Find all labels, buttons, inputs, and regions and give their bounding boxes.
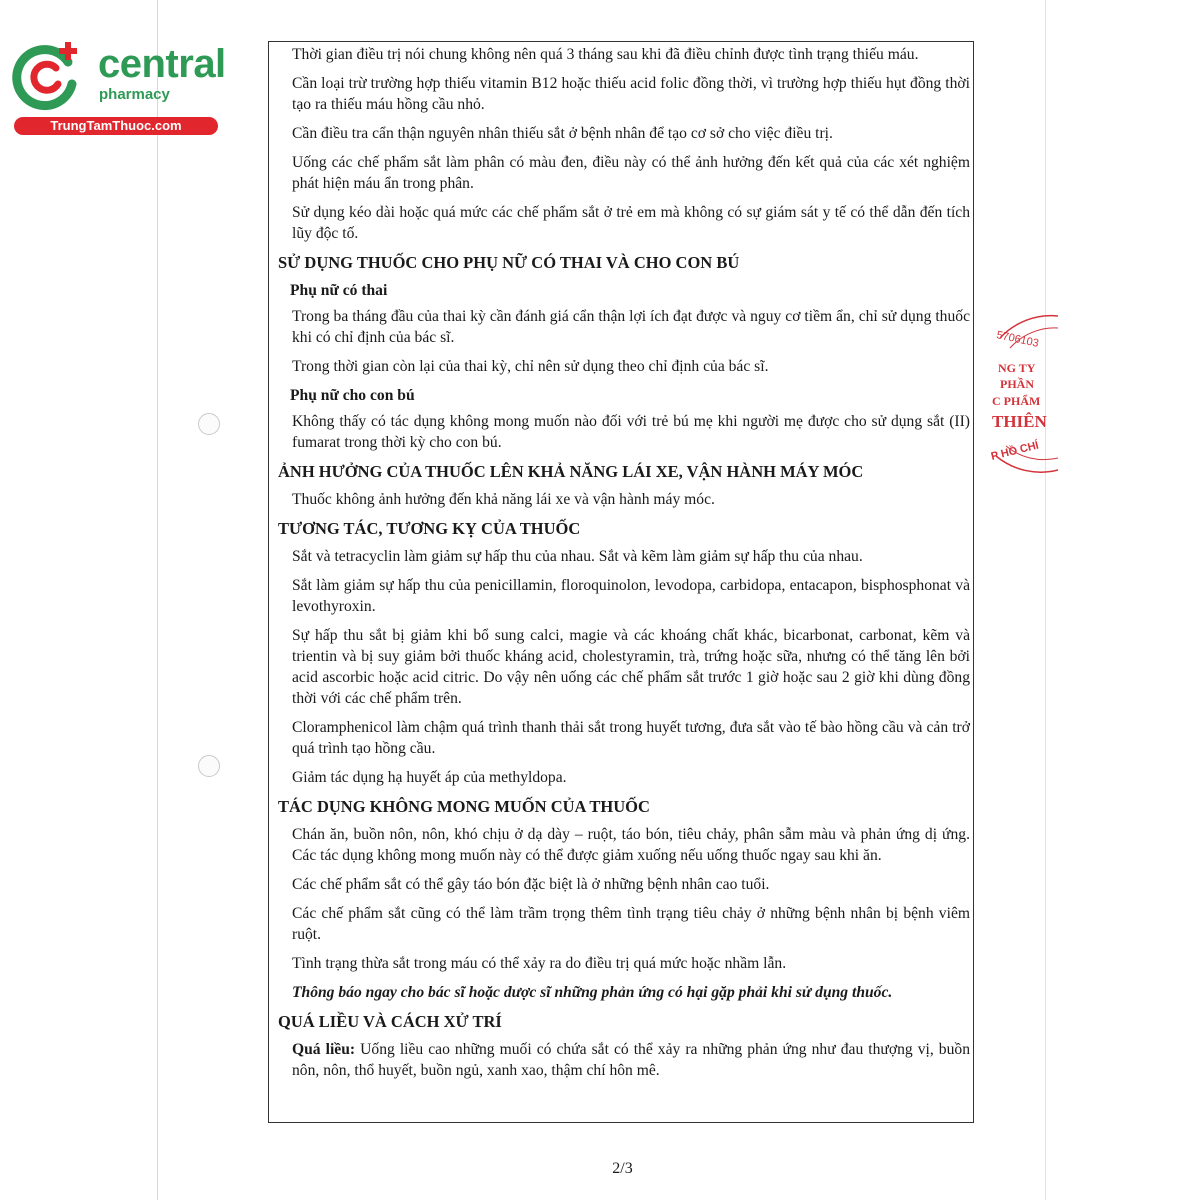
paragraph: Chán ăn, buồn nôn, nôn, khó chịu ở dạ dày – ruột, táo bón, tiêu chảy, phân sẫm màu và phản ứng dị ứng. Các tác dụng không mong muốn này có thể được giảm xuống nếu uống thuốc ngay sau khi ăn. xyxy=(292,826,970,864)
right-margin-line xyxy=(1045,0,1046,1200)
paragraph: Các chế phẩm sắt cũng có thể làm trầm trọng thêm tình trạng tiêu chảy ở những bệnh nhân bị bệnh viêm ruột. xyxy=(292,905,970,943)
punch-hole xyxy=(198,755,220,777)
central-pharmacy-logo[interactable] xyxy=(10,36,226,136)
paragraph: Cần loại trừ trường hợp thiếu vitamin B12 hoặc thiếu acid folic đồng thời, vì trường hợp thiếu hụt đồng thời tạo ra thiếu máu hồng cầu nhỏ. xyxy=(292,75,970,113)
paragraph: Thời gian điều trị nói chung không nên quá 3 tháng sau khi đã điều chỉnh được tình trạng thiếu máu. xyxy=(292,46,919,63)
section-heading-interactions: TƯƠNG TÁC, TƯƠNG KỴ CỦA THUỐC xyxy=(278,519,581,538)
paragraph: Uống các chế phẩm sắt làm phân có màu đen, điều này có thể ảnh hưởng đến kết quả của các xét nghiệm phát hiện máu ẩn trong phân. xyxy=(292,154,970,192)
logo-name: central xyxy=(98,42,226,86)
logo-subtitle: pharmacy xyxy=(99,86,170,103)
page-number: 2/3 xyxy=(612,1160,633,1177)
paragraph: Thuốc không ảnh hưởng đến khả năng lái xe và vận hành máy móc. xyxy=(292,491,715,508)
logo-url-badge[interactable]: TrungTamThuoc.com xyxy=(14,117,218,135)
paragraph: Tình trạng thừa sắt trong máu có thể xảy ra do điều trị quá mức hoặc nhầm lẫn. xyxy=(292,955,787,972)
stamp-line-1: 5706103 xyxy=(995,329,1040,350)
subheading-breastfeeding: Phụ nữ cho con bú xyxy=(290,387,415,404)
paragraph: Sắt làm giảm sự hấp thu của penicillamin, floroquinolon, levodopa, carbidopa, entacapon, bisphosphonat và levothyroxin. xyxy=(292,577,970,615)
adverse-reaction-notice: Thông báo ngay cho bác sĩ hoặc dược sĩ những phản ứng có hại gặp phải khi sử dụng thuốc. xyxy=(292,984,893,1001)
paragraph: Trong ba tháng đầu của thai kỳ cần đánh giá cẩn thận lợi ích đạt được và nguy cơ tiềm ẩn, chỉ sử dụng thuốc khi có chỉ định của bác sĩ. xyxy=(292,308,970,346)
paragraph: Trong thời gian còn lại của thai kỳ, chỉ nên sử dụng theo chỉ định của bác sĩ. xyxy=(292,358,769,375)
stamp-line-2: NG TY xyxy=(998,361,1036,375)
overdose-text: Uống liều cao những muối có chứa sắt có thể xảy ra những phản ứng như đau thượng vị, buồn nôn, nôn, thổ huyết, buồn ngủ, xanh xao, thậm chí hôn mê. xyxy=(292,1041,970,1079)
section-heading-overdose: QUÁ LIỀU VÀ CÁCH XỬ TRÍ xyxy=(278,1012,502,1031)
subheading-pregnant: Phụ nữ có thai xyxy=(290,282,388,299)
paragraph: Sử dụng kéo dài hoặc quá mức các chế phẩm sắt ở trẻ em mà không có sự giám sát y tế có thể dẫn đến tích lũy độc tố. xyxy=(292,204,970,242)
paragraph: Giảm tác dụng hạ huyết áp của methyldopa. xyxy=(292,769,567,786)
pharmacy-cross-icon xyxy=(10,40,82,112)
stamp-line-5: THIÊN xyxy=(992,412,1047,431)
section-heading-driving: ẢNH HƯỞNG CỦA THUỐC LÊN KHẢ NĂNG LÁI XE, VẬN HÀNH MÁY MÓC xyxy=(278,462,864,481)
paragraph: Các chế phẩm sắt có thể gây táo bón đặc biệt là ở những bệnh nhân cao tuổi. xyxy=(292,876,770,893)
section-heading-pregnancy: SỬ DỤNG THUỐC CHO PHỤ NỮ CÓ THAI VÀ CHO CON BÚ xyxy=(278,253,740,272)
stamp-line-3: PHẦN xyxy=(1000,377,1034,391)
overdose-paragraph xyxy=(292,1039,970,1081)
stamp-line-4: C PHẨM xyxy=(992,394,1041,408)
paragraph: Sự hấp thu sắt bị giảm khi bổ sung calci, magie và các khoáng chất khác, bicarbonat, carbonat, kẽm và trientin và bị suy giảm bởi thuốc kháng acid, cholestyramin, trà, trứng hoặc sữa, nhưng có thể tăng lên bởi acid ascorbic hoặc acid citric. Do vậy nên uống các chế phẩm sắt trước 1 giờ hoặc sau 2 giờ khi dùng đồng thời với các chế phẩm trên. xyxy=(292,627,970,707)
paragraph: Cần điều tra cẩn thận nguyên nhân thiếu sắt ở bệnh nhân để tạo cơ sở cho việc điều trị. xyxy=(292,125,833,142)
paragraph: Cloramphenicol làm chậm quá trình thanh thải sắt trong huyết tương, đưa sắt vào tế bào hồng cầu và cản trở quá trình tạo hồng cầu. xyxy=(292,719,970,757)
overdose-label: Quá liều: xyxy=(292,1041,356,1058)
paragraph: Không thấy có tác dụng không mong muốn nào đối với trẻ bú mẹ khi người mẹ được cho sử dụng sắt (II) fumarat trong thời kỳ cho con bú. xyxy=(292,413,970,451)
paragraph: Sắt và tetracyclin làm giảm sự hấp thu của nhau. Sắt và kẽm làm giảm sự hấp thu của nhau. xyxy=(292,548,863,565)
section-heading-adverse-effects: TÁC DỤNG KHÔNG MONG MUỐN CỦA THUỐC xyxy=(278,797,650,816)
left-margin-line xyxy=(157,0,158,1200)
document-body xyxy=(278,44,970,1089)
punch-hole xyxy=(198,413,220,435)
stamp-line-6: P HỒ CHÍ xyxy=(989,439,1040,463)
company-stamp xyxy=(988,308,1058,478)
